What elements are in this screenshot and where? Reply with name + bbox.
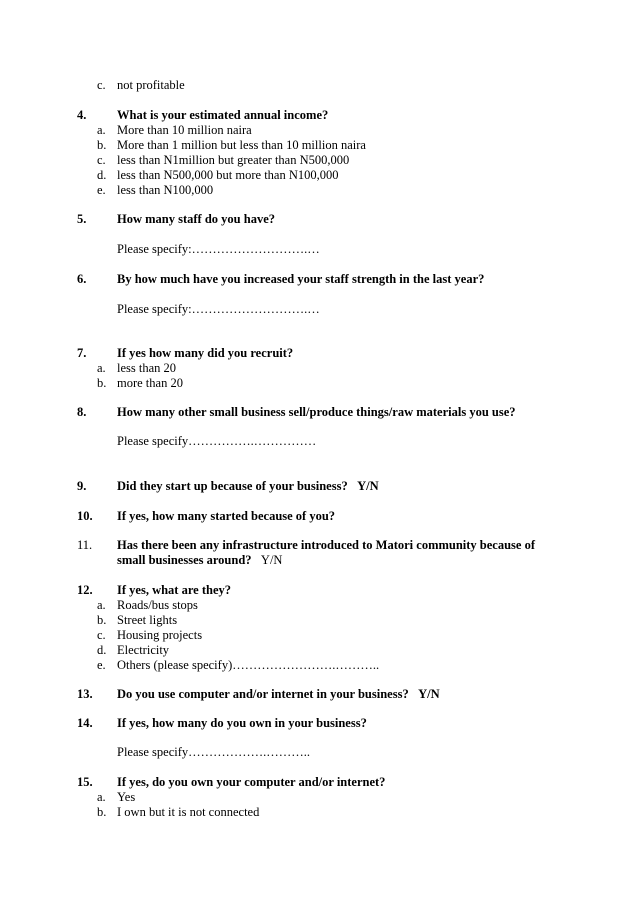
question-number: 15. <box>77 775 93 789</box>
question-number: 8. <box>77 405 87 419</box>
specify-field[interactable]: Please specify…………….…………… <box>117 434 317 448</box>
option-letter: c. <box>97 78 106 92</box>
option-letter: c. <box>97 153 106 167</box>
question-line <box>117 687 440 702</box>
option-text: Roads/bus stops <box>117 598 198 612</box>
option-letter: b. <box>97 376 107 390</box>
question-text: If yes how many did you recruit? <box>117 346 294 360</box>
question-number: 11. <box>77 538 93 552</box>
question-text: What is your estimated annual income? <box>117 108 329 122</box>
question-text: small businesses around? <box>117 553 252 567</box>
yes-no-answer[interactable]: Y/N <box>418 687 440 701</box>
specify-field[interactable]: Please specify……………….……….. <box>117 745 311 759</box>
option-text: Street lights <box>117 613 178 627</box>
option-text: less than N500,000 but more than N100,000 <box>117 168 339 182</box>
option-letter: a. <box>97 123 106 137</box>
question-text: Has there been any infrastructure introduced to Matori community because of <box>117 538 536 552</box>
question-text: If yes, what are they? <box>117 583 231 597</box>
question-number: 6. <box>77 272 87 286</box>
question-number: 5. <box>77 212 87 226</box>
option-text: more than 20 <box>117 376 183 390</box>
option-text: Others (please specify)…………………….……….. <box>117 658 380 672</box>
question-text: If yes, how many started because of you? <box>117 509 336 523</box>
yes-no-answer[interactable]: Y/N <box>357 479 379 493</box>
question-number: 12. <box>77 583 93 597</box>
option-letter: e. <box>97 658 106 672</box>
question-number: 4. <box>77 108 87 122</box>
option-text: Electricity <box>117 643 170 657</box>
option-text: Housing projects <box>117 628 203 642</box>
option-text: less than N1million but greater than N500,000 <box>117 153 350 167</box>
option-text: less than N100,000 <box>117 183 214 197</box>
question-text: If yes, do you own your computer and/or internet? <box>117 775 386 789</box>
specify-field[interactable]: Please specify:……………………….… <box>117 302 320 316</box>
question-text: Do you use computer and/or internet in your business? <box>117 687 409 701</box>
question-line <box>117 553 282 568</box>
question-text: Did they start up because of your business? <box>117 479 348 493</box>
question-number: 10. <box>77 509 93 523</box>
question-number: 14. <box>77 716 93 730</box>
question-text: How many staff do you have? <box>117 212 275 226</box>
question-text: How many other small business sell/produce things/raw materials you use? <box>117 405 516 419</box>
option-text: More than 1 million but less than 10 million naira <box>117 138 366 152</box>
option-letter: e. <box>97 183 106 197</box>
option-letter: a. <box>97 598 106 612</box>
option-letter: a. <box>97 361 106 375</box>
option-letter: b. <box>97 613 107 627</box>
option-text: less than 20 <box>117 361 177 375</box>
option-text: not profitable <box>117 78 185 92</box>
question-line <box>117 479 379 494</box>
option-text: Yes <box>117 790 136 804</box>
option-letter: d. <box>97 168 107 182</box>
specify-field[interactable]: Please specify:……………………….… <box>117 242 320 256</box>
option-letter: d. <box>97 643 107 657</box>
option-letter: c. <box>97 628 106 642</box>
option-text: More than 10 million naira <box>117 123 252 137</box>
question-number: 13. <box>77 687 93 701</box>
question-number: 7. <box>77 346 87 360</box>
question-text: If yes, how many do you own in your business? <box>117 716 367 730</box>
option-letter: b. <box>97 805 107 819</box>
option-text: I own but it is not connected <box>117 805 260 819</box>
question-number: 9. <box>77 479 87 493</box>
option-letter: a. <box>97 790 106 804</box>
question-text: By how much have you increased your staff strength in the last year? <box>117 272 485 286</box>
option-letter: b. <box>97 138 107 152</box>
yes-no-answer[interactable]: Y/N <box>260 553 283 567</box>
